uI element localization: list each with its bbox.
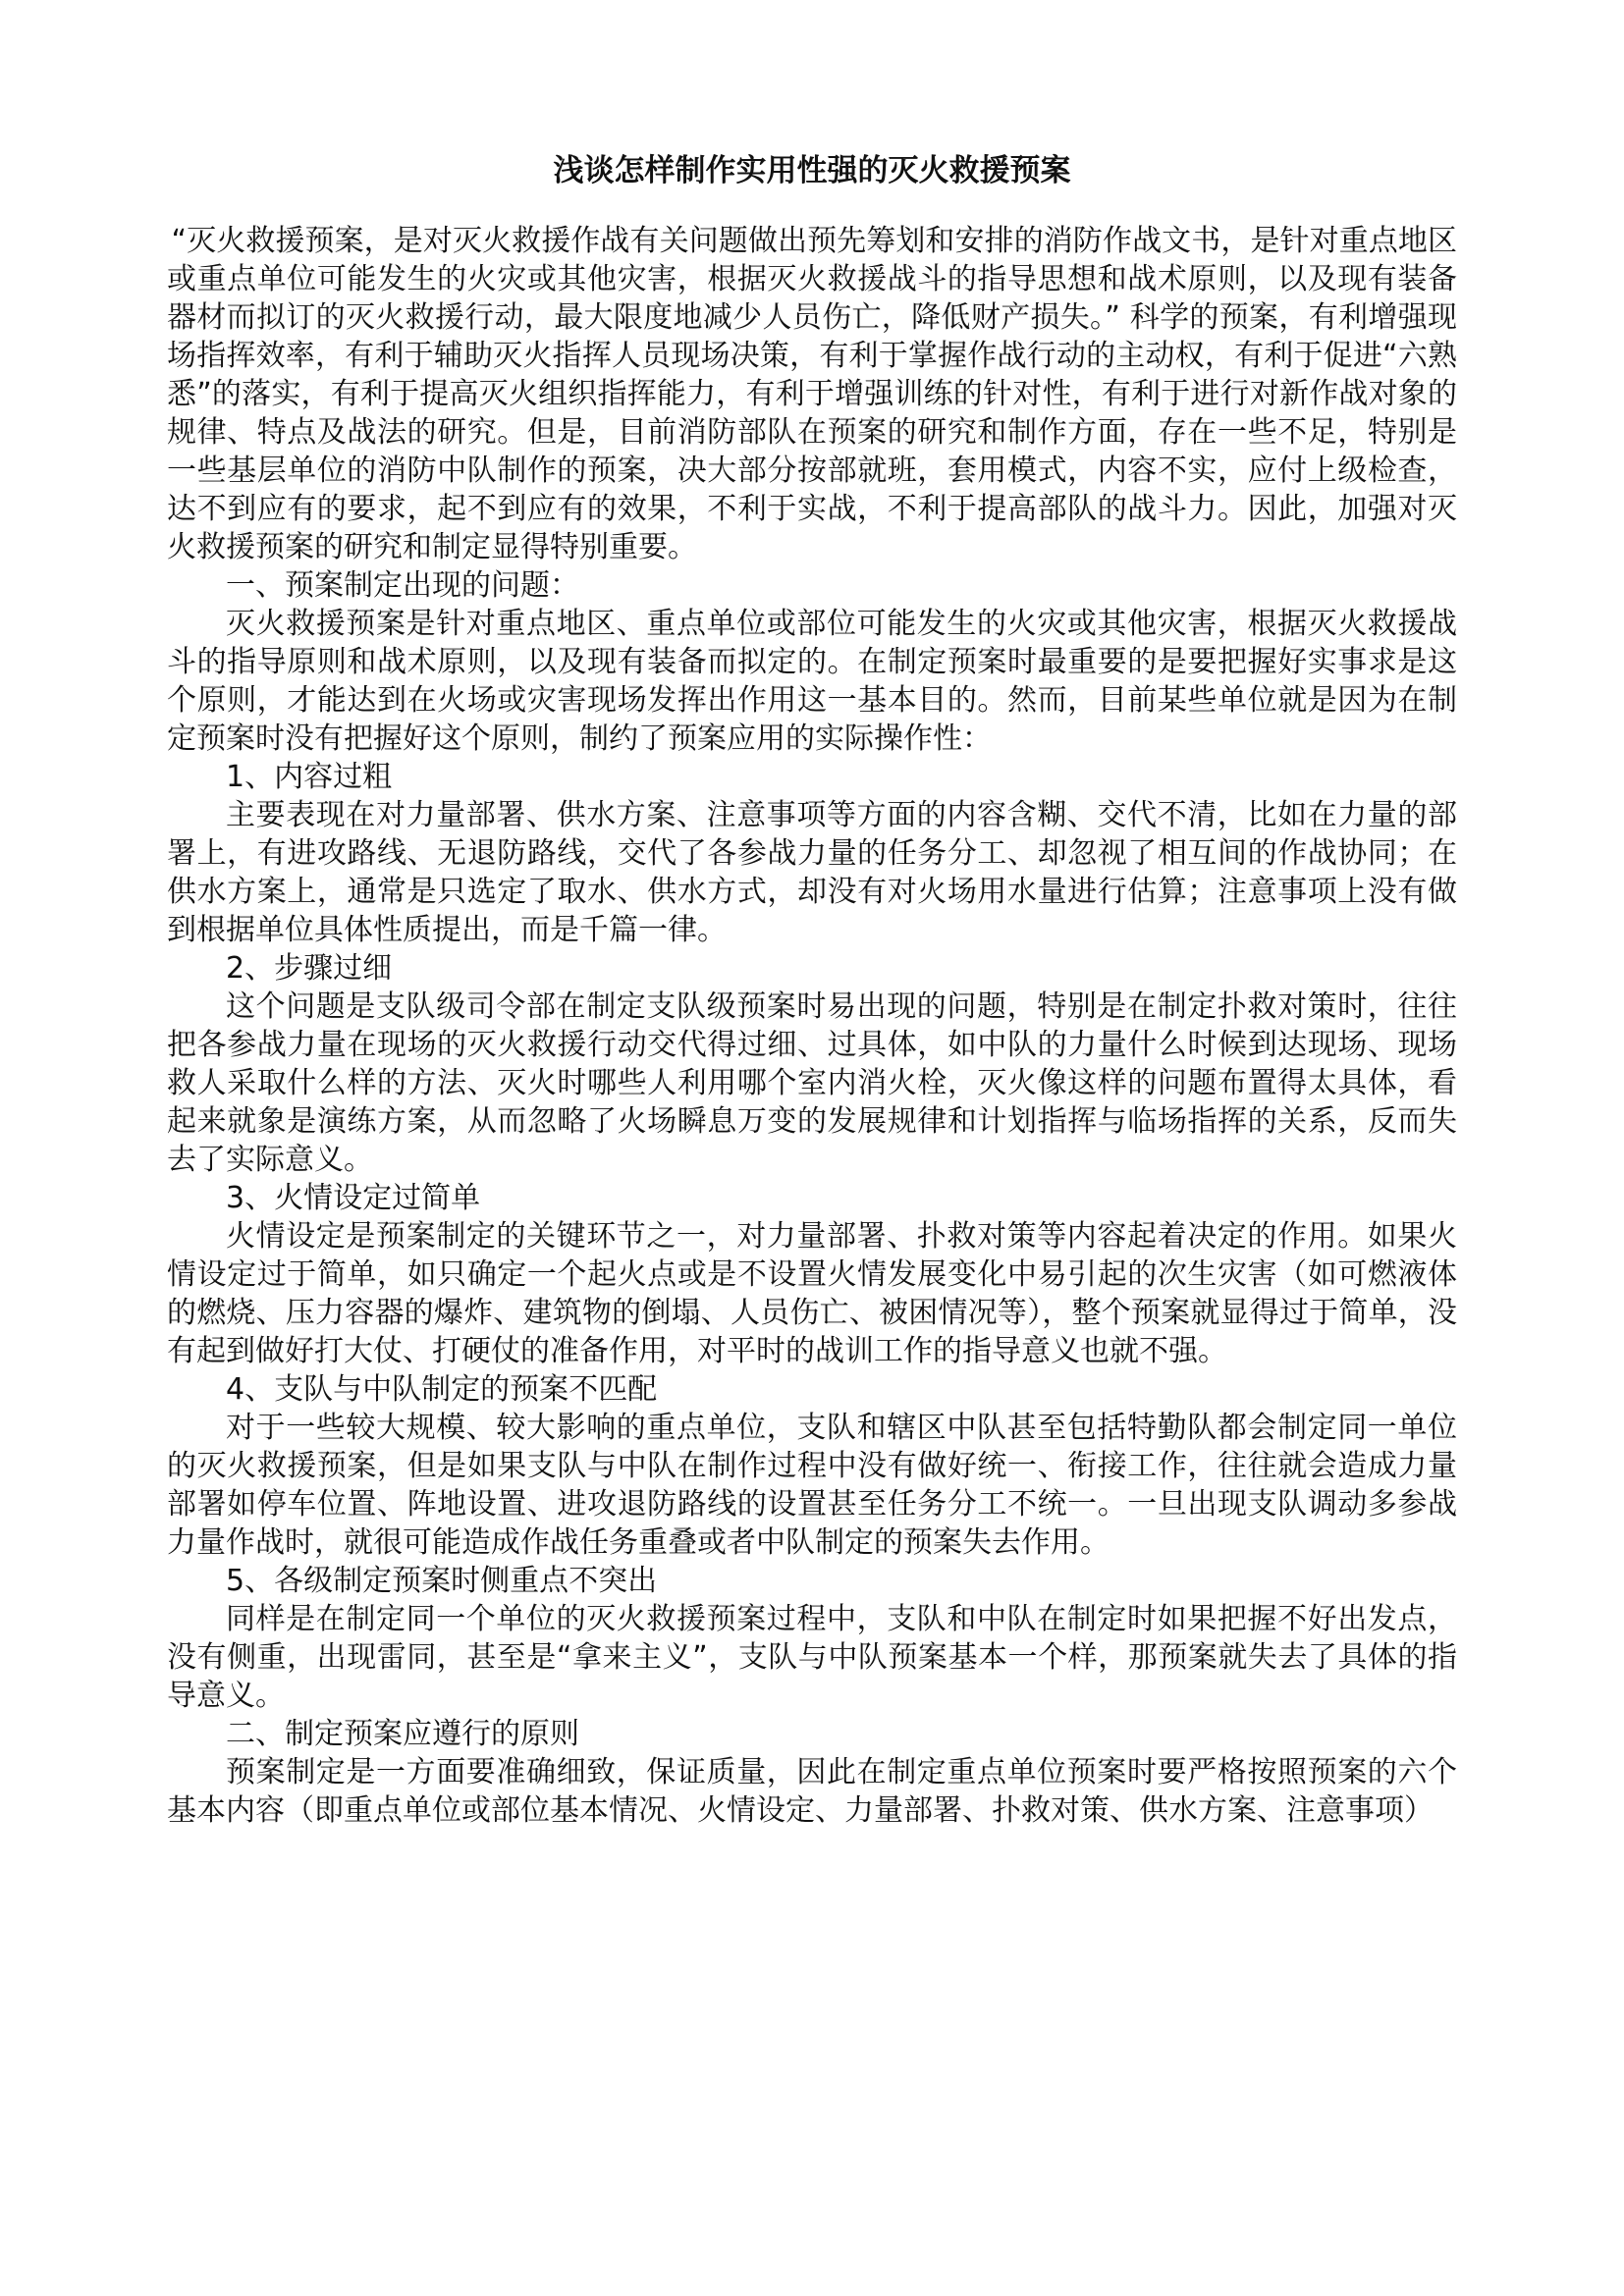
- problem-3-paragraph: 火情设定是预案制定的关键环节之一，对力量部署、扑救对策等内容起着决定的作用。如果火情设定过于简单，如只确定一个起火点或是不设置火情发展变化中易引起的次生灾害（如可燃液体的燃烧、压力容器的爆炸、建筑物的倒塌、人员伤亡、被困情况等），整个预案就显得过于简单，没有起到做好打大仗、打硬仗的准备作用，对平时的战训工作的指导意义也就不强。: [167, 1219, 1457, 1368]
- section-1-heading: 一、预案制定出现的问题：: [226, 568, 579, 603]
- section-2-paragraph: 预案制定是一方面要准确细致，保证质量，因此在制定重点单位预案时要严格按照预案的六个基本内容（即重点单位或部位基本情况、火情设定、力量部署、扑救对策、供水方案、注意事项）: [167, 1755, 1457, 1828]
- problem-4-heading: 4、支队与中队制定的预案不匹配: [226, 1372, 658, 1407]
- section-2-heading: 二、制定预案应遵行的原则: [226, 1717, 579, 1751]
- document-title: 浅谈怎样制作实用性强的灭火救援预案: [553, 153, 1071, 188]
- problem-2-heading: 2、步骤过细: [226, 951, 393, 986]
- problem-5-paragraph: 同样是在制定同一个单位的灭火救援预案过程中，支队和中队在制定时如果把握不好出发点，没有侧重，出现雷同，甚至是“拿来主义”，支队与中队预案基本一个样，那预案就失去了具体的指导意义。: [167, 1602, 1457, 1713]
- intro-paragraph: “灭火救援预案，是对灭火救援作战有关问题做出预先筹划和安排的消防作战文书，是针对重点地区或重点单位可能发生的火灾或其他灾害，根据灭火救援战斗的指导思想和战术原则，以及现有装备器材而拟订的灭火救援行动，最大限度地减少人员伤亡，降低财产损失。” 科学的预案，有利增强现场指挥效率，有利于辅助灭火指挥人员现场决策，有利于掌握作战行动的主动权，有利于促进“六熟悉”的落实，有利于提高灭火组织指挥能力，有利于增强训练的针对性，有利于进行对新作战对象的规律、特点及战法的研究。但是，目前消防部队在预案的研究和制作方面，存在一些不足，特别是一些基层单位的消防中队制作的预案，决大部分按部就班，套用模式，内容不实，应付上级检查，达不到应有的要求，起不到应有的效果，不利于实战，不利于提高部队的战斗力。因此，加强对灭火救援预案的研究和制定显得特别重要。: [167, 224, 1457, 564]
- section-1-intro-paragraph: 灭火救援预案是针对重点地区、重点单位或部位可能发生的火灾或其他灾害，根据灭火救援战斗的指导原则和战术原则，以及现有装备而拟定的。在制定预案时最重要的是要把握好实事求是这个原则，才能达到在火场或灾害现场发挥出作用这一基本目的。然而，目前某些单位就是因为在制定预案时没有把握好这个原则，制约了预案应用的实际操作性：: [167, 607, 1457, 756]
- problem-4-paragraph: 对于一些较大规模、较大影响的重点单位，支队和辖区中队甚至包括特勤队都会制定同一单位的灭火救援预案，但是如果支队与中队在制作过程中没有做好统一、衔接工作，往往就会造成力量部署如停车位置、阵地设置、进攻退防路线的设置甚至任务分工不统一。一旦出现支队调动多参战力量作战时，就很可能造成作战任务重叠或者中队制定的预案失去作用。: [167, 1411, 1457, 1560]
- problem-5-heading: 5、各级制定预案时侧重点不突出: [226, 1564, 658, 1598]
- problem-3-heading: 3、火情设定过简单: [226, 1181, 481, 1215]
- problem-1-heading: 1、内容过粗: [226, 760, 393, 794]
- problem-2-paragraph: 这个问题是支队级司令部在制定支队级预案时易出现的问题，特别是在制定扑救对策时，往往把各参战力量在现场的灭火救援行动交代得过细、过具体，如中队的力量什么时候到达现场、现场救人采取什么样的方法、灭火时哪些人利用哪个室内消火栓，灭火像这样的问题布置得太具体，看起来就象是演练方案，从而忽略了火场瞬息万变的发展规律和计划指挥与临场指挥的关系，反而失去了实际意义。: [167, 989, 1457, 1177]
- problem-1-paragraph: 主要表现在对力量部署、供水方案、注意事项等方面的内容含糊、交代不清，比如在力量的部署上，有进攻路线、无退防路线，交代了各参战力量的任务分工、却忽视了相互间的作战协同；在供水方案上，通常是只选定了取水、供水方式，却没有对火场用水量进行估算；注意事项上没有做到根据单位具体性质提出，而是千篇一律。: [167, 798, 1457, 947]
